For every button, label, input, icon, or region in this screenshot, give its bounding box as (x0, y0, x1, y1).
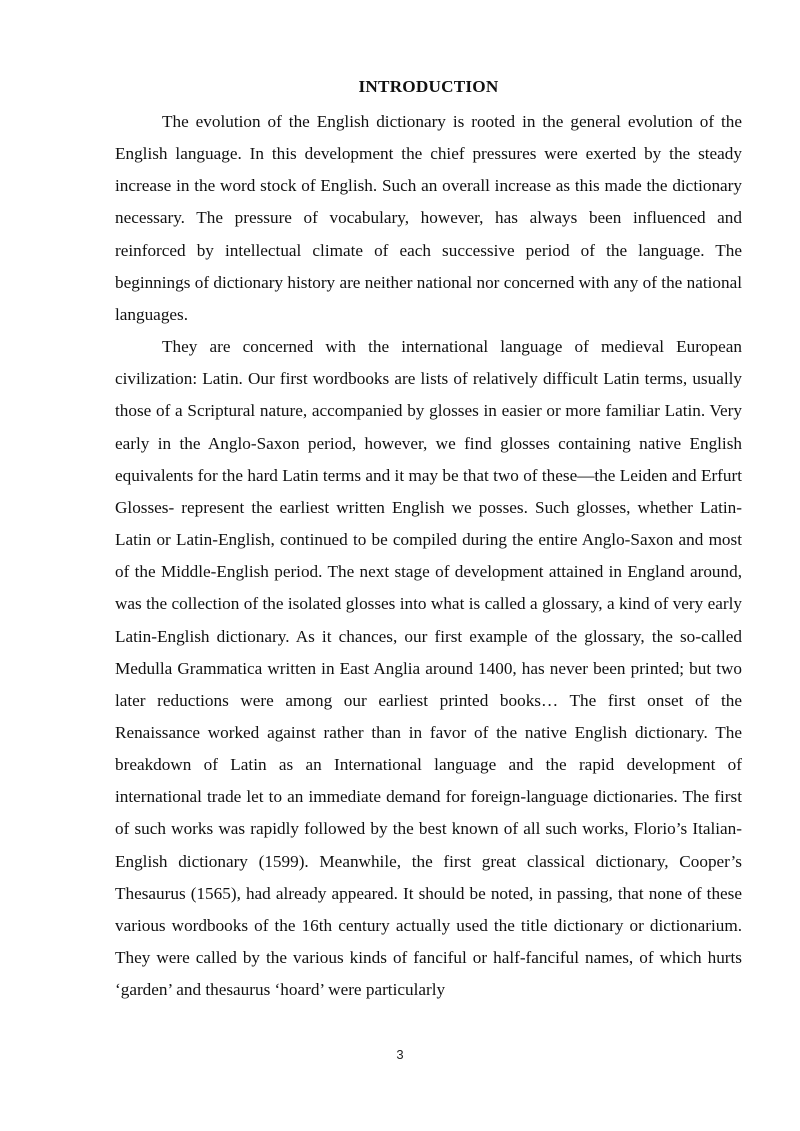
paragraph-2: They are concerned with the international language of medieval European civilization: Latin. Our first wordbooks are lists of relatively difficult Latin terms, usually those of a Scriptural nature, accompanied by glosses in easier or more familiar Latin. Very early in the Anglo-Saxon period, however, we find glosses containing native English equivalents for the hard Latin terms and it may be that two of these—the Leiden and Erfurt Glosses- represent the earliest written English we posses. Such glosses, whether Latin-Latin or Latin-English, continued to be compiled during the entire Anglo-Saxon and most of the Middle-English period. The next stage of development attained in England around, was the collection of the isolated glosses into what is called a glossary, a kind of very early Latin-English dictionary. As it chances, our first example of the glossary, the so-called Medulla Grammatica written in East Anglia around 1400, has never been printed; but two later reductions were among our earliest printed books… The first onset of the Renaissance worked against rather than in favor of the native English dictionary. The breakdown of Latin as an International language and the rapid development of international trade let to an immediate demand for foreign-language dictionaries. The first of such works was rapidly followed by the best known of all such works, Florio’s Italian-English dictionary (1599). Meanwhile, the first great classical dictionary, Cooper’s Thesaurus (1565), had already appeared. It should be noted, in passing, that none of these various wordbooks of the 16th century actually used the title dictionary or dictionarium. They were called by the various kinds of fanciful or half-fanciful names, of which hurts ‘garden’ and thesaurus ‘hoard’ were particularly (115, 337, 742, 1000)
page-number: 3 (396, 1047, 404, 1062)
paragraph-1: The evolution of the English dictionary is rooted in the general evolution of the English language. In this development the chief pressures were exerted by the steady increase in the word stock of English. Such an overall increase as this made the dictionary necessary. The pressure of vocabulary, however, has always been influenced and reinforced by intellectual climate of each successive period of the language. The beginnings of dictionary history are neither national nor concerned with any of the national languages. (115, 112, 742, 324)
page-body (115, 76, 742, 1006)
page-title: INTRODUCTION (358, 77, 499, 96)
